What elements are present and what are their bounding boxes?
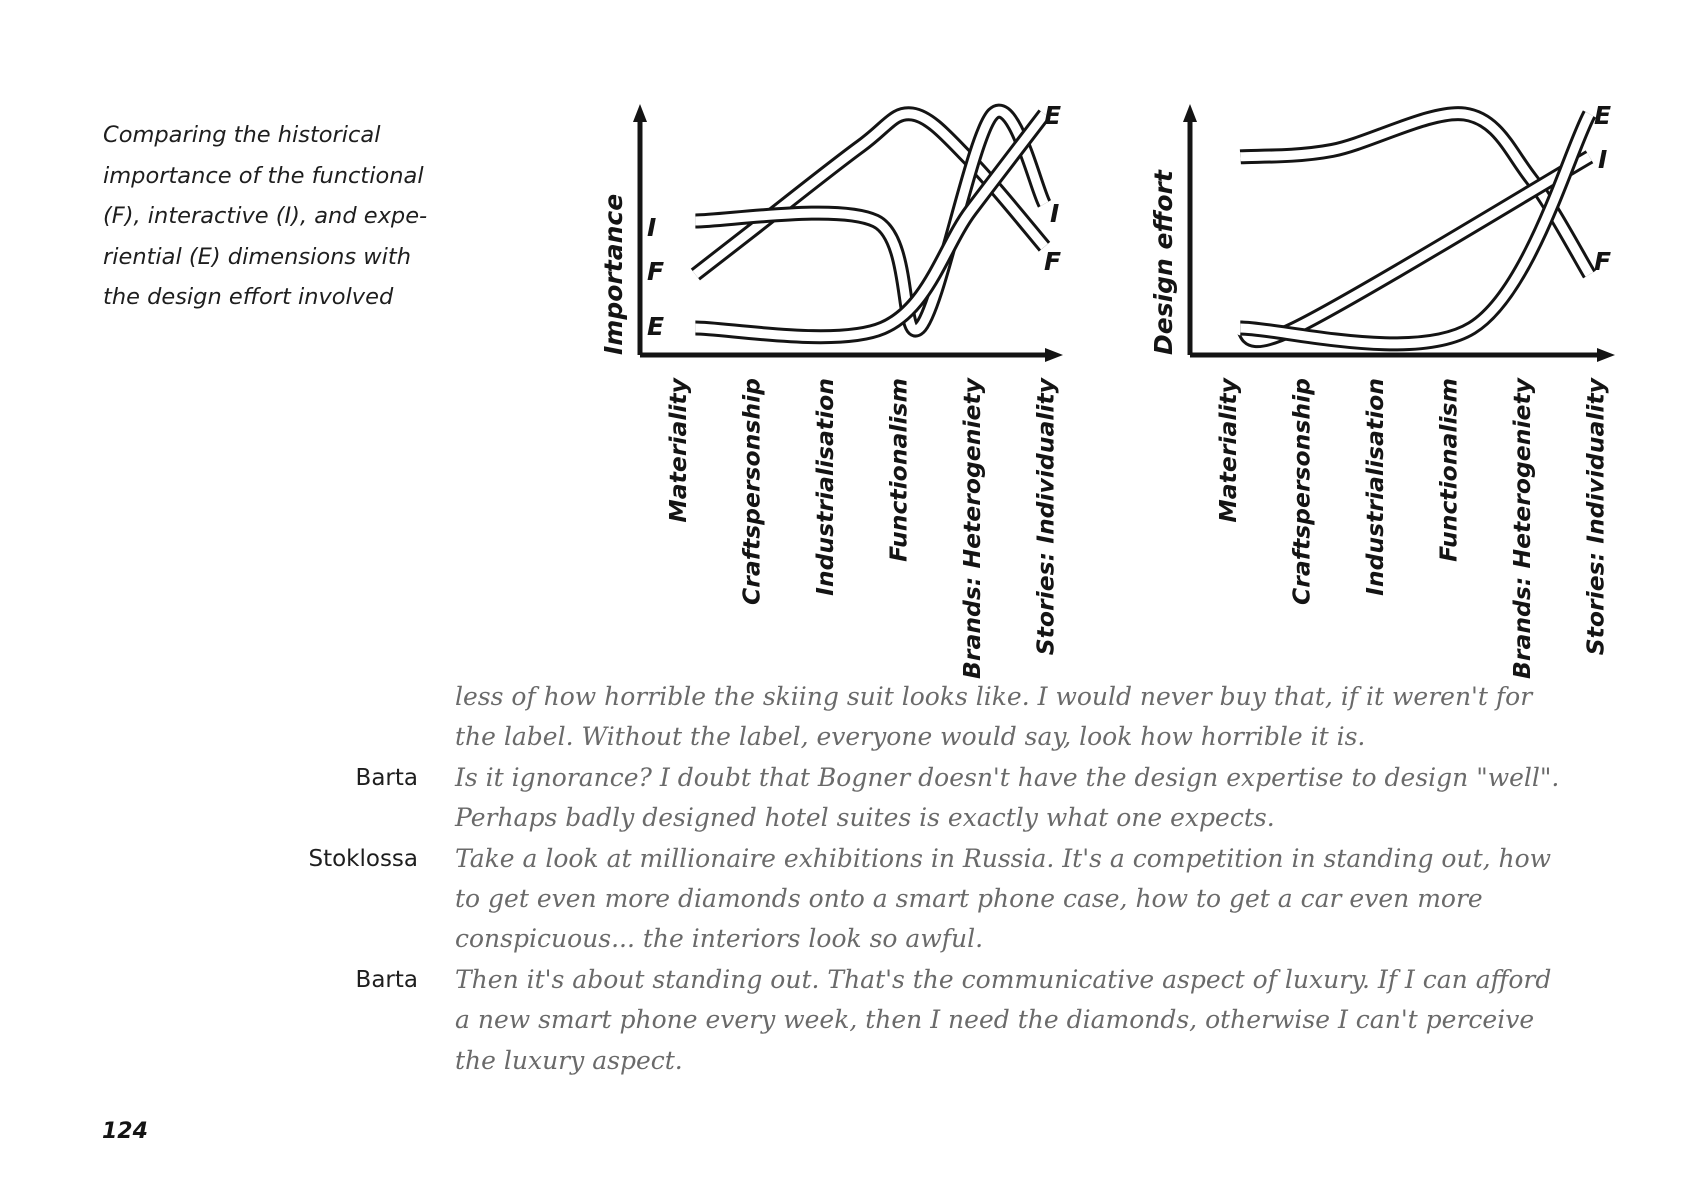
dialogue-line: Take a look at millionaire exhibitions in Russia. It's a competition in standing out, how xyxy=(455,843,1552,873)
series-end-label: E xyxy=(1044,101,1062,130)
x-axis-arrow-icon xyxy=(1045,348,1063,362)
y-axis-arrow-icon xyxy=(633,104,647,122)
dialogue-line: the luxury aspect. xyxy=(455,1045,683,1075)
x-tick-label: Functionalism xyxy=(884,378,913,562)
dialogue-turn xyxy=(0,839,1702,960)
x-tick-label: Brands: Heterogeniety xyxy=(1508,378,1536,680)
page-number: 124 xyxy=(102,1119,148,1144)
dialogue-line: less of how horrible the skiing suit looks like. I would never buy that, if it weren't for xyxy=(455,682,1533,711)
dialogue-line: Then it's about standing out. That's the communicative aspect of luxury. If I can afford xyxy=(455,964,1552,994)
y-axis-arrow-icon xyxy=(1183,104,1197,122)
x-tick-label: Materiality xyxy=(664,378,692,523)
speaker-name: Barta xyxy=(355,764,418,791)
x-tick-label: Craftspersonship xyxy=(1287,378,1316,605)
series-start-label: F xyxy=(647,257,665,286)
caption-line: riential (E) dimensions with xyxy=(103,243,411,270)
y-axis-label: Importance xyxy=(599,193,628,355)
caption-line: Comparing the historical xyxy=(103,122,381,148)
series-end-label: I xyxy=(1050,199,1060,228)
series-end-label: E xyxy=(1594,101,1612,130)
series-end-label: F xyxy=(1044,247,1062,276)
series-start-label: I xyxy=(647,213,657,242)
x-tick-label: Materiality xyxy=(1214,378,1242,523)
dialogue-turn xyxy=(0,960,1702,1081)
x-tick-label: Brands: Heterogeniety xyxy=(958,378,986,680)
x-axis-arrow-icon xyxy=(1597,348,1615,362)
y-axis-label: Design effort xyxy=(1149,170,1178,355)
x-tick-label: Craftspersonship xyxy=(737,378,766,605)
speaker-name: Barta xyxy=(355,966,418,993)
caption-line: the design effort involved xyxy=(103,284,394,310)
x-tick-label: Industrialisation xyxy=(1361,378,1389,596)
series-end-label: F xyxy=(1594,247,1612,276)
dialogue-line: conspicuous... the interiors look so awful. xyxy=(455,924,984,954)
x-tick-label: Stories: Individuality xyxy=(1031,378,1060,656)
dialogue-line: Is it ignorance? I doubt that Bogner doesn't have the design expertise to design "well". xyxy=(455,762,1560,792)
x-tick-label: Stories: Individuality xyxy=(1581,378,1610,656)
dialogue-line: Perhaps badly designed hotel suites is exactly what one expects. xyxy=(455,803,1275,833)
x-tick-label: Functionalism xyxy=(1434,378,1463,562)
dialogue-line: a new smart phone every week, then I need the diamonds, otherwise I can't perceive xyxy=(455,1005,1535,1035)
series-start-label: E xyxy=(647,312,665,341)
x-tick-label: Industrialisation xyxy=(811,378,839,596)
dialogue-turn xyxy=(0,758,1702,839)
dialogue xyxy=(0,677,1702,1081)
dialogue-line: to get even more diamonds onto a smart phone case, how to get a car even more xyxy=(455,884,1483,914)
caption-line: importance of the functional xyxy=(103,162,424,189)
dialogue-line: the label. Without the label, everyone would say, look how horrible it is. xyxy=(455,722,1366,752)
dialogue-turn xyxy=(0,677,1702,758)
series-end-label: I xyxy=(1598,145,1608,174)
speaker-name: Stoklossa xyxy=(308,845,418,872)
caption-line: (F), interactive (I), and expe- xyxy=(103,203,428,229)
